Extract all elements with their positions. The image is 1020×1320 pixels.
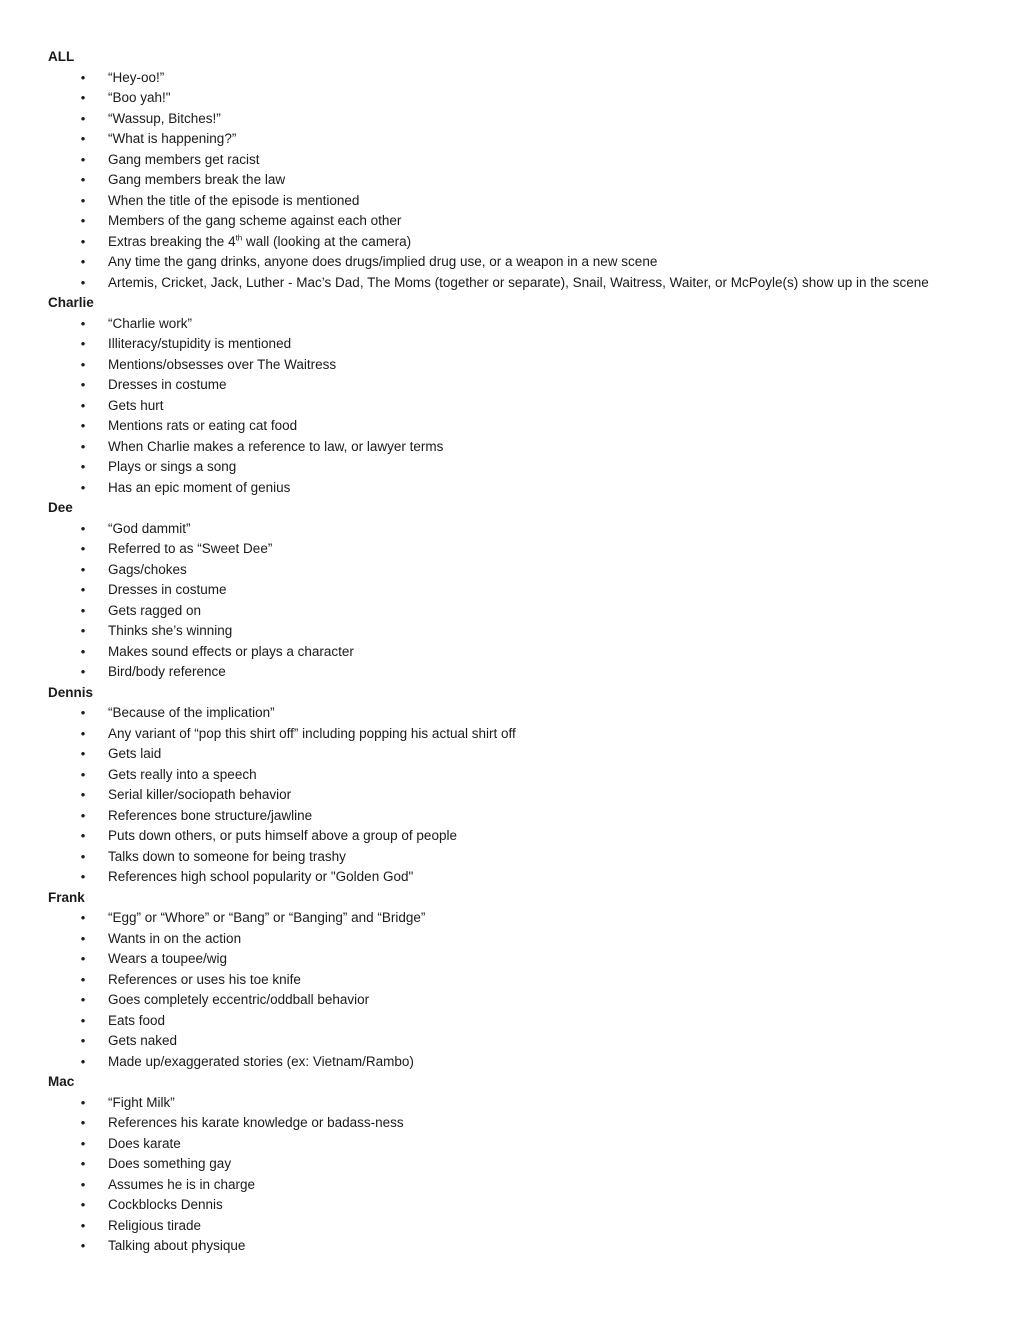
list-item xyxy=(48,170,988,191)
list-item-text: Assumes he is in charge xyxy=(108,1176,256,1192)
list-item xyxy=(48,580,988,601)
list-item-text: Artemis, Cricket, Jack, Luther - Mac’s Dad, The Moms (together or separate), Snail, Waitress, Waiter, or McPoyle(s) show up in the scene xyxy=(108,274,929,290)
bullet-icon: • xyxy=(80,828,86,843)
list-item-text: Gets naked xyxy=(108,1033,178,1048)
list-item xyxy=(48,334,988,355)
bullet-icon: • xyxy=(80,459,86,474)
list-item xyxy=(48,1052,988,1073)
list-item xyxy=(48,990,988,1011)
list-item xyxy=(48,1154,988,1175)
list-item xyxy=(48,355,988,376)
list-item xyxy=(48,949,988,970)
list-item-text: Wants in on the action xyxy=(108,930,242,946)
list-item xyxy=(48,662,988,683)
list-item xyxy=(48,68,988,89)
list-item-text: Dresses in costume xyxy=(108,377,227,392)
bullet-icon: • xyxy=(80,1197,86,1212)
list-item xyxy=(48,1216,988,1237)
list-item-text: “Boo yah!" xyxy=(108,90,171,105)
list-item xyxy=(48,1113,988,1134)
bullet-icon: • xyxy=(80,397,86,413)
bullet-icon: • xyxy=(80,992,86,1007)
list-item xyxy=(48,314,988,335)
bullet-icon: • xyxy=(80,377,86,392)
bullet-icon: • xyxy=(80,1033,86,1048)
bullet-icon: • xyxy=(80,869,86,884)
section-list-dee xyxy=(48,519,988,683)
list-item xyxy=(48,560,988,581)
bullet-icon: • xyxy=(80,766,86,782)
bullet-icon: • xyxy=(80,623,86,638)
list-item xyxy=(48,642,988,663)
list-item xyxy=(48,785,988,806)
list-item xyxy=(48,1175,988,1196)
bullet-icon: • xyxy=(80,356,86,372)
list-item xyxy=(48,744,988,765)
list-item xyxy=(48,375,988,396)
list-item xyxy=(48,457,988,478)
list-item-text: Illiteracy/stupidity is mentioned xyxy=(108,336,292,351)
list-item-text: Gang members break the law xyxy=(108,172,286,187)
list-item-text: Eats food xyxy=(108,1012,166,1028)
list-item xyxy=(48,601,988,622)
bullet-icon: • xyxy=(80,787,86,802)
bullet-icon: • xyxy=(80,664,86,679)
list-item-text: Mentions/obsesses over The Waitress xyxy=(108,356,337,372)
list-item-text: Does something gay xyxy=(108,1156,232,1171)
list-item-text: Bird/body reference xyxy=(108,664,226,679)
list-item xyxy=(48,396,988,417)
bullet-icon: • xyxy=(80,69,86,85)
list-item-text: Any time the gang drinks, anyone does drugs/implied drug use, or a weapon in a new scene xyxy=(108,254,658,269)
bullet-icon: • xyxy=(80,848,86,864)
list-item-text: Has an epic moment of genius xyxy=(108,479,291,495)
list-item xyxy=(48,724,988,745)
list-item-text: “Egg” or “Whore” or “Bang” or “Banging” and “Bridge” xyxy=(108,910,426,925)
bullet-icon: • xyxy=(80,725,86,741)
section-list-charlie xyxy=(48,314,988,499)
list-item xyxy=(48,867,988,888)
list-item-text: Gets hurt xyxy=(108,397,164,413)
bullet-icon: • xyxy=(80,807,86,823)
bullet-icon: • xyxy=(80,438,86,454)
bullet-icon: • xyxy=(80,930,86,946)
bullet-icon: • xyxy=(80,172,86,187)
list-item-text: “Because of the implication” xyxy=(108,705,275,720)
section-list-mac xyxy=(48,1093,988,1257)
section-list-all xyxy=(48,68,988,294)
list-item-text: Thinks she’s winning xyxy=(108,623,233,638)
list-item xyxy=(48,416,988,437)
list-item xyxy=(48,109,988,130)
list-item xyxy=(48,703,988,724)
list-item xyxy=(48,1236,988,1257)
document-body xyxy=(48,47,988,1257)
list-item-text: “Hey-oo!” xyxy=(108,69,165,85)
list-item-text: Talks down to someone for being trashy xyxy=(108,848,346,864)
section-heading-mac: Mac xyxy=(48,1074,75,1089)
list-item xyxy=(48,191,988,212)
section-heading-dennis: Dennis xyxy=(48,684,94,700)
bullet-icon: • xyxy=(80,274,86,290)
bullet-icon: • xyxy=(80,254,86,269)
list-item xyxy=(48,1011,988,1032)
list-item xyxy=(48,908,988,929)
bullet-icon: • xyxy=(80,151,86,167)
list-item-text: Gang members get racist xyxy=(108,151,260,167)
list-item-text: “What is happening?” xyxy=(108,131,237,146)
bullet-icon: • xyxy=(80,910,86,925)
bullet-icon: • xyxy=(80,1156,86,1171)
bullet-icon: • xyxy=(80,520,86,536)
list-item xyxy=(48,252,988,273)
list-item xyxy=(48,621,988,642)
list-item-text: Makes sound effects or plays a character xyxy=(108,643,354,659)
list-item-text: Goes completely eccentric/oddball behavior xyxy=(108,992,370,1007)
list-item xyxy=(48,150,988,171)
list-item-text: Gets really into a speech xyxy=(108,766,257,782)
section-heading-all: ALL xyxy=(48,49,75,64)
bullet-icon: • xyxy=(80,479,86,495)
list-item xyxy=(48,437,988,458)
list-item-text: Extras breaking the 4th wall (looking at the camera) xyxy=(108,233,412,249)
list-item xyxy=(48,1093,988,1114)
bullet-icon: • xyxy=(80,233,86,249)
list-item xyxy=(48,1134,988,1155)
list-item-text: Referred to as “Sweet Dee” xyxy=(108,541,273,556)
list-item-text: “Fight Milk” xyxy=(108,1094,175,1110)
list-item-text: Religious tirade xyxy=(108,1217,202,1233)
bullet-icon: • xyxy=(80,1217,86,1233)
bullet-icon: • xyxy=(80,971,86,987)
list-item-text: Members of the gang scheme against each other xyxy=(108,213,402,228)
list-item-text: Mentions rats or eating cat food xyxy=(108,418,298,433)
list-item-text: Puts down others, or puts himself above a group of people xyxy=(108,828,457,843)
list-item-text: References high school popularity or "Golden God" xyxy=(108,869,414,884)
bullet-icon: • xyxy=(80,643,86,659)
bullet-icon: • xyxy=(80,90,86,105)
list-item xyxy=(48,129,988,150)
list-item-text: “God dammit” xyxy=(108,520,191,536)
bullet-icon: • xyxy=(80,541,86,556)
list-item xyxy=(48,765,988,786)
list-item-text: Cockblocks Dennis xyxy=(108,1197,223,1212)
list-item xyxy=(48,539,988,560)
bullet-icon: • xyxy=(80,1094,86,1110)
list-item-text: Any variant of “pop this shirt off” including popping his actual shirt off xyxy=(108,725,516,741)
list-item xyxy=(48,273,988,294)
list-item-text: Made up/exaggerated stories (ex: Vietnam/Rambo) xyxy=(108,1053,414,1069)
list-item xyxy=(48,211,988,232)
list-item-text: Dresses in costume xyxy=(108,582,227,597)
section-heading-frank: Frank xyxy=(48,889,85,905)
list-item xyxy=(48,1195,988,1216)
list-item xyxy=(48,826,988,847)
bullet-icon: • xyxy=(80,418,86,433)
bullet-icon: • xyxy=(80,951,86,966)
bullet-icon: • xyxy=(80,315,86,331)
bullet-icon: • xyxy=(80,602,86,618)
bullet-icon: • xyxy=(80,1135,86,1151)
list-item-text: Does karate xyxy=(108,1135,181,1151)
list-item xyxy=(48,478,988,499)
list-item-text: References his karate knowledge or badass-ness xyxy=(108,1115,404,1130)
list-item xyxy=(48,1031,988,1052)
list-item xyxy=(48,232,988,253)
list-item xyxy=(48,88,988,109)
section-list-dennis xyxy=(48,703,988,888)
list-item-text: Serial killer/sociopath behavior xyxy=(108,787,292,802)
list-item-text: When Charlie makes a reference to law, or lawyer terms xyxy=(108,438,444,454)
bullet-icon: • xyxy=(80,1012,86,1028)
list-item-text: Wears a toupee/wig xyxy=(108,951,228,966)
list-item-text: “Charlie work” xyxy=(108,315,193,331)
list-item-text: Gags/chokes xyxy=(108,561,187,577)
bullet-icon: • xyxy=(80,110,86,126)
list-item-text: References bone structure/jawline xyxy=(108,807,313,823)
list-item-text: Gets ragged on xyxy=(108,602,202,618)
bullet-icon: • xyxy=(80,192,86,208)
list-item-text: Gets laid xyxy=(108,746,162,761)
bullet-icon: • xyxy=(80,1115,86,1130)
bullet-icon: • xyxy=(80,1053,86,1069)
bullet-icon: • xyxy=(80,561,86,577)
bullet-icon: • xyxy=(80,336,86,351)
section-heading-charlie: Charlie xyxy=(48,295,94,310)
list-item xyxy=(48,970,988,991)
section-heading-dee: Dee xyxy=(48,500,73,515)
list-item xyxy=(48,929,988,950)
list-item-text: When the title of the episode is mentioned xyxy=(108,192,360,208)
section-list-frank xyxy=(48,908,988,1072)
list-item xyxy=(48,519,988,540)
bullet-icon: • xyxy=(80,705,86,720)
bullet-icon: • xyxy=(80,582,86,597)
list-item-text: References or uses his toe knife xyxy=(108,971,301,987)
bullet-icon: • xyxy=(80,131,86,146)
list-item-text: Plays or sings a song xyxy=(108,459,237,474)
bullet-icon: • xyxy=(80,213,86,228)
bullet-icon: • xyxy=(80,1238,86,1253)
list-item-text: “Wassup, Bitches!” xyxy=(108,110,221,126)
list-item xyxy=(48,847,988,868)
list-item-text: Talking about physique xyxy=(108,1238,246,1253)
list-item xyxy=(48,806,988,827)
bullet-icon: • xyxy=(80,746,86,761)
bullet-icon: • xyxy=(80,1176,86,1192)
